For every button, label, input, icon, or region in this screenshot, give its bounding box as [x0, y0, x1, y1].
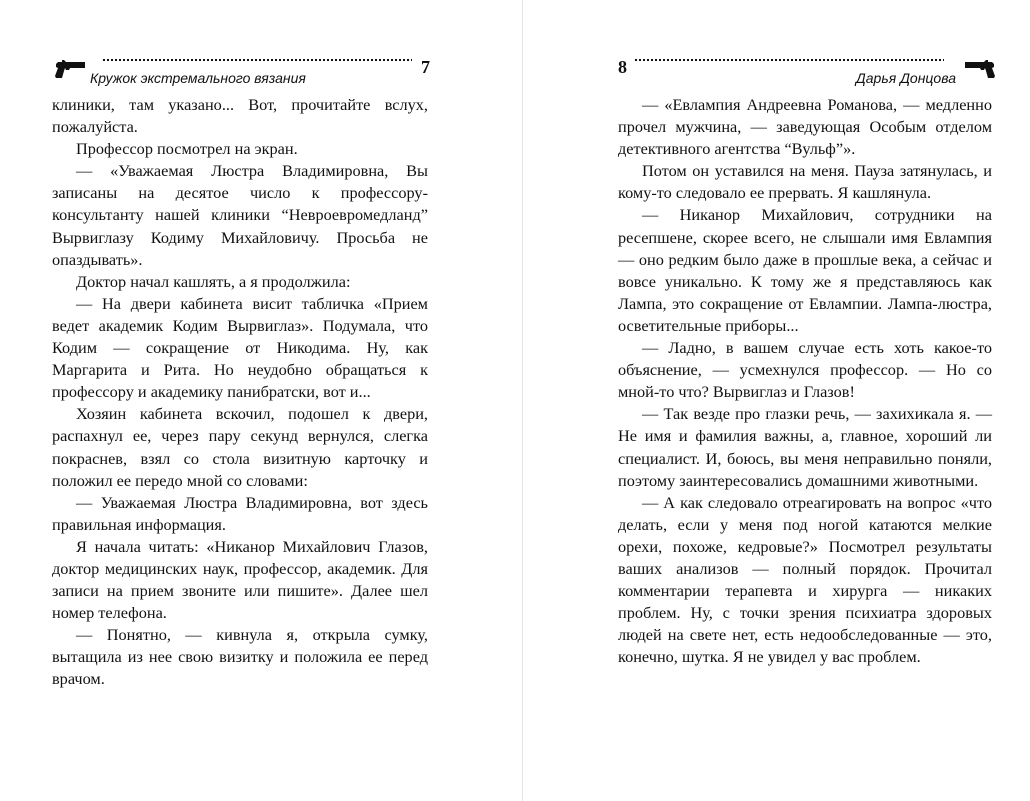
paragraph: Профессор посмотрел на экран.: [76, 139, 298, 159]
paragraph: — Понятно, — кивнула я, открыла сумку, вытащила из нее свою визитку и положила ее перед врачом.: [52, 625, 428, 689]
paragraph: — «Уважаемая Люстра Владимировна, Вы записаны на десятое число к профессору-консультанту нашей клиники “Невроевромедланд” Вырвиглазу Кодиму Михайловичу. Просьба не опаздывать».: [52, 161, 428, 269]
paragraph: Хозяин кабинета вскочил, подошел к двери, распахнул ее, через пару секунд вернулся, слегка покраснев, взял со стола визитную карточку и положил ее передо мной со словами:: [52, 404, 428, 490]
running-head-title: Кружок экстремального вязания: [90, 70, 306, 86]
page-number: 8: [618, 57, 627, 77]
page-number: 7: [421, 57, 430, 77]
right-running-head: [618, 55, 992, 89]
left-page-body: [52, 94, 428, 691]
paragraph: — На двери кабинета висит табличка «Прием ведет академик Кодим Вырвиглаз». Подумала, что Кодим — сокращение от Никодима. Ну, как Маргарита и Рита. Но неудобно обращаться к профессору и академику панибратски, вот и...: [52, 293, 428, 402]
paragraph: клиники, там указано... Вот, прочитайте вслух, пожалуйста.: [52, 95, 428, 137]
paragraph: Доктор начал кашлять, а я продолжила:: [76, 271, 351, 291]
leader-dots: [102, 58, 412, 62]
left-page: [52, 0, 428, 801]
paragraph: Потом он уставился на меня. Пауза затянулась, и кому-то следовало ее прервать. Я кашлянула.: [618, 161, 992, 203]
left-running-head: [52, 55, 428, 89]
paragraph: — Так везде про глазки речь, — захихикала я. — Не имя и фамилия важны, а, главное, хороший ли специалист. И, боюсь, вы меня неправильно поняли, поэтому заинтересовались домашними животными.: [618, 404, 992, 490]
paragraph: — «Евлампия Андреевна Романова, — медленно прочел мужчина, — заведующая Особым отделом детективного агентства “Вульф”».: [618, 95, 992, 159]
revolver-icon: [52, 59, 86, 79]
running-head-title: Дарья Донцова: [855, 70, 956, 86]
book-gutter: [522, 0, 523, 801]
right-page-body: [618, 94, 992, 668]
leader-dots: [634, 58, 944, 62]
revolver-icon: [964, 59, 998, 79]
right-page: [618, 0, 992, 801]
paragraph: — А как следовало отреагировать на вопрос «что делать, если у меня под ногой катаются мелкие орехи, похоже, кедровые?» Посмотрел результаты ваших анализов — полный порядок. Прочитал комментарии терапевта и хирурга — никаких проблем. Ну, с точки зрения психиатра здоровых людей на свете нет, есть недообследованные — это, конечно, шутка. Я не увидел у вас проблем.: [618, 492, 992, 667]
paragraph: Я начала читать: «Никанор Михайлович Глазов, доктор медицинских наук, профессор, академик. Для записи на прием звоните или пишите». Далее шел номер телефона.: [52, 536, 428, 623]
paragraph: — Уважаемая Люстра Владимировна, вот здесь правильная информация.: [52, 492, 428, 534]
paragraph: — Ладно, в вашем случае есть хоть какое-то объяснение, — усмехнулся профессор. — Но со мной-то что? Вырвиглаз и Глазов!: [618, 338, 992, 402]
paragraph: — Никанор Михайлович, сотрудники на ресепшене, скорее всего, не слышали имя Евлампия — оно редким было даже в прошлые века, а сейчас и вовсе уникально. К тому же я представляюсь как Лампа, это сокращение от Евлампии. Лампа-люстра, осветительные приборы...: [618, 205, 992, 335]
